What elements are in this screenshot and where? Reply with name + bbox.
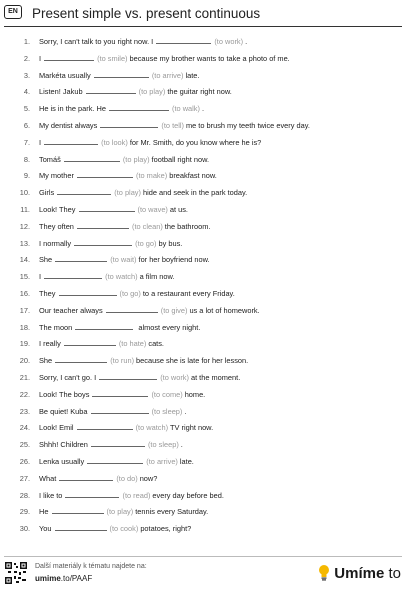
exercise-sentence bbox=[39, 202, 188, 219]
verb-hint: (to play) bbox=[122, 154, 150, 164]
answer-blank[interactable] bbox=[94, 69, 149, 78]
sentence-end: . bbox=[201, 104, 205, 114]
exercise-sentence bbox=[39, 118, 310, 135]
exercise-item bbox=[0, 370, 407, 387]
exercise-item bbox=[0, 504, 407, 521]
exercise-item bbox=[0, 420, 407, 437]
exercise-number: 20. bbox=[19, 356, 30, 366]
answer-blank[interactable] bbox=[44, 270, 102, 279]
exercise-sentence bbox=[39, 336, 164, 353]
exercise-item bbox=[0, 152, 407, 169]
exercise-item bbox=[0, 488, 407, 505]
answer-blank[interactable] bbox=[99, 371, 157, 380]
exercise-item bbox=[0, 303, 407, 320]
exercise-sentence bbox=[39, 387, 205, 404]
exercise-sentence bbox=[39, 51, 290, 68]
exercise-number: 22. bbox=[19, 389, 30, 399]
verb-hint: (to come) bbox=[151, 389, 183, 399]
exercise-item bbox=[0, 219, 407, 236]
sentence-start: I like to bbox=[39, 490, 63, 500]
exercise-sentence bbox=[39, 135, 261, 152]
sentence-start: I normally bbox=[39, 238, 72, 248]
exercise-number: 5. bbox=[23, 104, 30, 114]
footer-link-path: .to/PAAF bbox=[60, 574, 93, 583]
answer-blank[interactable] bbox=[64, 153, 120, 162]
exercise-sentence bbox=[39, 320, 200, 337]
brand-bold: Umíme bbox=[334, 564, 385, 582]
sentence-end: . bbox=[245, 37, 248, 46]
exercise-number: 10. bbox=[19, 188, 30, 198]
exercise-number: 15. bbox=[19, 272, 30, 282]
exercise-item bbox=[0, 118, 407, 135]
sentence-end: the guitar right now. bbox=[167, 87, 232, 97]
exercise-sentence bbox=[39, 504, 208, 521]
answer-blank[interactable] bbox=[77, 220, 129, 229]
answer-blank[interactable] bbox=[109, 102, 169, 111]
exercise-item bbox=[0, 185, 407, 202]
exercise-number: 9. bbox=[23, 171, 30, 181]
sentence-end: for Mr. Smith, do you know where he is? bbox=[129, 137, 262, 147]
sentence-end: because my brother wants to take a photo of me. bbox=[129, 53, 290, 63]
sentence-end: by bus. bbox=[158, 238, 183, 248]
sentence-start: I really bbox=[39, 339, 61, 349]
footer-divider bbox=[4, 556, 402, 557]
answer-blank[interactable] bbox=[86, 85, 136, 94]
exercise-item bbox=[0, 353, 407, 370]
exercise-number: 19. bbox=[19, 339, 30, 349]
exercise-list bbox=[0, 34, 407, 538]
sentence-end: us a lot of homework. bbox=[189, 305, 260, 315]
exercise-item bbox=[0, 320, 407, 337]
exercise-number: 14. bbox=[19, 255, 30, 265]
exercise-number: 13. bbox=[19, 238, 30, 248]
exercise-sentence bbox=[39, 437, 183, 454]
exercise-item bbox=[0, 387, 407, 404]
exercise-sentence bbox=[39, 34, 247, 51]
sentence-end: tennis every Saturday. bbox=[135, 507, 209, 517]
exercise-number: 2. bbox=[23, 53, 30, 63]
sentence-start: She bbox=[39, 255, 53, 265]
sentence-start: I bbox=[39, 137, 42, 147]
header-divider bbox=[4, 26, 402, 27]
exercise-number: 29. bbox=[19, 507, 30, 517]
exercise-sentence bbox=[39, 185, 247, 202]
sentence-end: hide and seek in the park today. bbox=[142, 188, 248, 198]
answer-blank[interactable] bbox=[55, 354, 107, 363]
sentence-start: He is in the park. He bbox=[39, 104, 106, 114]
exercise-item bbox=[0, 202, 407, 219]
verb-hint: (to walk) bbox=[172, 104, 200, 114]
exercise-sentence bbox=[39, 286, 235, 303]
answer-blank[interactable] bbox=[44, 136, 98, 145]
verb-hint: (to do) bbox=[116, 473, 138, 483]
exercise-item bbox=[0, 336, 407, 353]
footer-note: Další materiály k tématu najdete na: bbox=[35, 563, 147, 570]
sentence-start: The moon bbox=[39, 322, 73, 332]
exercise-number: 30. bbox=[19, 524, 30, 534]
verb-hint: (to tell) bbox=[161, 120, 184, 130]
sentence-end: almost every night. bbox=[138, 322, 201, 332]
sentence-start: Lenka usually bbox=[39, 456, 85, 466]
answer-blank[interactable] bbox=[156, 35, 211, 44]
exercise-item bbox=[0, 68, 407, 85]
brand-light: to bbox=[384, 564, 401, 582]
exercise-sentence bbox=[39, 420, 213, 437]
sentence-start: What bbox=[39, 473, 57, 483]
sentence-start: Markéta usually bbox=[39, 70, 91, 80]
exercise-sentence bbox=[39, 353, 248, 370]
exercise-number: 23. bbox=[19, 406, 30, 416]
sentence-end: at us. bbox=[169, 204, 188, 214]
sentence-end: breakfast now. bbox=[169, 171, 217, 181]
sentence-start: I bbox=[39, 53, 42, 63]
exercise-item bbox=[0, 236, 407, 253]
exercise-sentence bbox=[39, 84, 232, 101]
exercise-item bbox=[0, 101, 407, 118]
sentence-start: Listen! Jakub bbox=[39, 87, 83, 97]
exercise-sentence bbox=[39, 269, 175, 286]
answer-blank[interactable] bbox=[65, 489, 119, 498]
exercise-sentence bbox=[39, 219, 210, 236]
verb-hint: (to play) bbox=[138, 87, 166, 97]
answer-blank[interactable] bbox=[74, 237, 132, 246]
exercise-number: 26. bbox=[19, 456, 30, 466]
exercise-sentence bbox=[39, 370, 240, 387]
answer-blank[interactable] bbox=[52, 505, 104, 514]
language-badge: EN bbox=[4, 5, 22, 19]
sentence-start: Shhh! Children bbox=[39, 440, 88, 450]
sentence-start: Our teacher always bbox=[39, 305, 103, 315]
sentence-end: the bathroom. bbox=[164, 221, 211, 231]
sentence-end: . bbox=[180, 440, 183, 450]
sentence-end: potatoes, right? bbox=[140, 524, 192, 534]
exercise-number: 12. bbox=[19, 221, 30, 231]
exercise-sentence bbox=[39, 471, 157, 488]
exercise-number: 27. bbox=[19, 473, 30, 483]
verb-hint: (to wave) bbox=[137, 204, 168, 214]
sentence-start: She bbox=[39, 356, 53, 366]
sentence-start: They often bbox=[39, 221, 74, 231]
brand-name bbox=[334, 565, 401, 582]
sentence-start: He bbox=[39, 507, 49, 517]
sentence-end: a film now. bbox=[139, 272, 175, 282]
exercise-sentence bbox=[39, 152, 209, 169]
answer-blank[interactable] bbox=[55, 253, 107, 262]
sentence-end: me to brush my teeth twice every day. bbox=[185, 120, 310, 130]
verb-hint: (to go) bbox=[135, 238, 157, 248]
exercise-number: 3. bbox=[23, 70, 30, 80]
exercise-item bbox=[0, 135, 407, 152]
exercise-item bbox=[0, 521, 407, 538]
verb-hint: (to sleep) bbox=[151, 406, 183, 416]
exercise-item bbox=[0, 286, 407, 303]
exercise-number: 18. bbox=[19, 322, 30, 332]
sentence-start: Look! The boys bbox=[39, 389, 90, 399]
answer-blank[interactable] bbox=[55, 522, 107, 531]
answer-blank[interactable] bbox=[91, 405, 149, 414]
verb-hint: (to read) bbox=[122, 490, 151, 500]
verb-hint: (to work) bbox=[160, 372, 189, 382]
answer-blank[interactable] bbox=[106, 304, 158, 313]
verb-hint: (to clean) bbox=[131, 221, 163, 231]
exercise-sentence bbox=[39, 101, 204, 118]
verb-hint: (to make) bbox=[135, 171, 168, 181]
verb-hint: (to look) bbox=[101, 137, 128, 147]
answer-blank[interactable] bbox=[77, 421, 133, 430]
exercise-sentence bbox=[39, 454, 194, 471]
verb-hint: (to play) bbox=[106, 507, 134, 517]
verb-hint: (to give) bbox=[160, 305, 188, 315]
answer-blank[interactable] bbox=[59, 287, 117, 296]
exercise-number: 11. bbox=[20, 204, 30, 214]
verb-hint: (to play) bbox=[114, 188, 141, 198]
footer-link[interactable] bbox=[35, 574, 92, 583]
exercise-sentence bbox=[39, 252, 210, 269]
sentence-start: You bbox=[39, 524, 52, 534]
sentence-end: now? bbox=[139, 473, 158, 483]
exercise-item bbox=[0, 471, 407, 488]
sentence-start: Sorry, I can't talk to you right now. I bbox=[39, 37, 154, 46]
answer-blank[interactable] bbox=[59, 472, 113, 481]
exercise-item bbox=[0, 34, 407, 51]
answer-blank[interactable] bbox=[91, 438, 145, 447]
exercise-item bbox=[0, 252, 407, 269]
verb-hint: (to wait) bbox=[110, 255, 137, 265]
sentence-end: TV right now. bbox=[170, 423, 214, 433]
exercise-item bbox=[0, 404, 407, 421]
verb-hint: (to watch) bbox=[105, 272, 138, 282]
verb-hint: (to watch) bbox=[135, 423, 169, 433]
exercise-number: 21. bbox=[19, 372, 30, 382]
exercise-sentence bbox=[39, 236, 182, 253]
exercise-sentence bbox=[39, 488, 224, 505]
verb-hint: (to go) bbox=[119, 288, 141, 298]
exercise-item bbox=[0, 437, 407, 454]
footer-link-domain: umime bbox=[35, 574, 61, 583]
exercise-number: 16. bbox=[19, 288, 30, 298]
verb-hint: (to smile) bbox=[97, 53, 128, 63]
sentence-end: because she is late for her lesson. bbox=[136, 356, 249, 366]
exercise-number: 7. bbox=[23, 137, 30, 147]
sentence-start: My mother bbox=[39, 171, 74, 181]
worksheet-header bbox=[0, 0, 407, 28]
exercise-sentence bbox=[39, 404, 186, 421]
sentence-end: cats. bbox=[148, 339, 164, 349]
answer-blank[interactable] bbox=[44, 52, 94, 61]
sentence-start: Look! They bbox=[39, 204, 76, 214]
brand-logo bbox=[318, 563, 401, 583]
exercise-number: 25. bbox=[19, 440, 30, 450]
sentence-start: I bbox=[39, 272, 42, 282]
sentence-end: home. bbox=[184, 389, 206, 399]
verb-hint: (to arrive) bbox=[151, 70, 184, 80]
exercise-number: 6. bbox=[23, 120, 30, 130]
lightbulb-icon bbox=[318, 564, 330, 582]
answer-blank[interactable] bbox=[57, 186, 111, 195]
sentence-end: for her boyfriend now. bbox=[138, 255, 210, 265]
page-title: Present simple vs. present continuous bbox=[32, 6, 261, 21]
sentence-start: My dentist always bbox=[39, 120, 98, 130]
sentence-start: Look! Emil bbox=[39, 423, 74, 433]
exercise-item bbox=[0, 168, 407, 185]
exercise-sentence bbox=[39, 521, 191, 538]
exercise-item bbox=[0, 84, 407, 101]
sentence-end: football right now. bbox=[151, 154, 210, 164]
exercise-number: 8. bbox=[23, 154, 30, 164]
exercise-number: 28. bbox=[19, 490, 30, 500]
sentence-end: every day before bed. bbox=[152, 490, 224, 500]
verb-hint: (to hate) bbox=[118, 339, 147, 349]
answer-blank[interactable] bbox=[75, 321, 133, 330]
answer-blank[interactable] bbox=[64, 337, 116, 346]
exercise-item bbox=[0, 269, 407, 286]
exercise-number: 1. bbox=[23, 37, 30, 46]
answer-blank[interactable] bbox=[92, 388, 148, 397]
sentence-end: late. bbox=[179, 456, 194, 466]
exercise-sentence bbox=[39, 68, 199, 85]
answer-blank[interactable] bbox=[87, 455, 143, 464]
verb-hint: (to work) bbox=[214, 37, 244, 46]
sentence-start: Tomáš bbox=[39, 154, 61, 164]
exercise-sentence bbox=[39, 303, 260, 320]
sentence-end: at the moment. bbox=[190, 372, 241, 382]
exercise-item bbox=[0, 51, 407, 68]
exercise-number: 17. bbox=[19, 305, 30, 315]
verb-hint: (to run) bbox=[110, 356, 135, 366]
sentence-end: to a restaurant every Friday. bbox=[142, 288, 235, 298]
answer-blank[interactable] bbox=[100, 119, 158, 128]
verb-hint: (to cook) bbox=[109, 524, 139, 534]
exercise-sentence bbox=[39, 168, 217, 185]
sentence-start: Sorry, I can't go. I bbox=[39, 372, 97, 382]
exercise-number: 4. bbox=[23, 87, 30, 97]
exercise-number: 24. bbox=[19, 423, 30, 433]
sentence-end: late. bbox=[185, 70, 200, 80]
sentence-end: . bbox=[184, 406, 187, 416]
verb-hint: (to arrive) bbox=[146, 456, 178, 466]
sentence-start: Be quiet! Kuba bbox=[39, 406, 88, 416]
exercise-item bbox=[0, 454, 407, 471]
sentence-start: They bbox=[39, 288, 56, 298]
verb-hint: (to sleep) bbox=[147, 440, 179, 450]
answer-blank[interactable] bbox=[77, 169, 133, 178]
sentence-start: Girls bbox=[39, 188, 55, 198]
qr-code-icon bbox=[5, 562, 27, 584]
answer-blank[interactable] bbox=[79, 203, 135, 212]
